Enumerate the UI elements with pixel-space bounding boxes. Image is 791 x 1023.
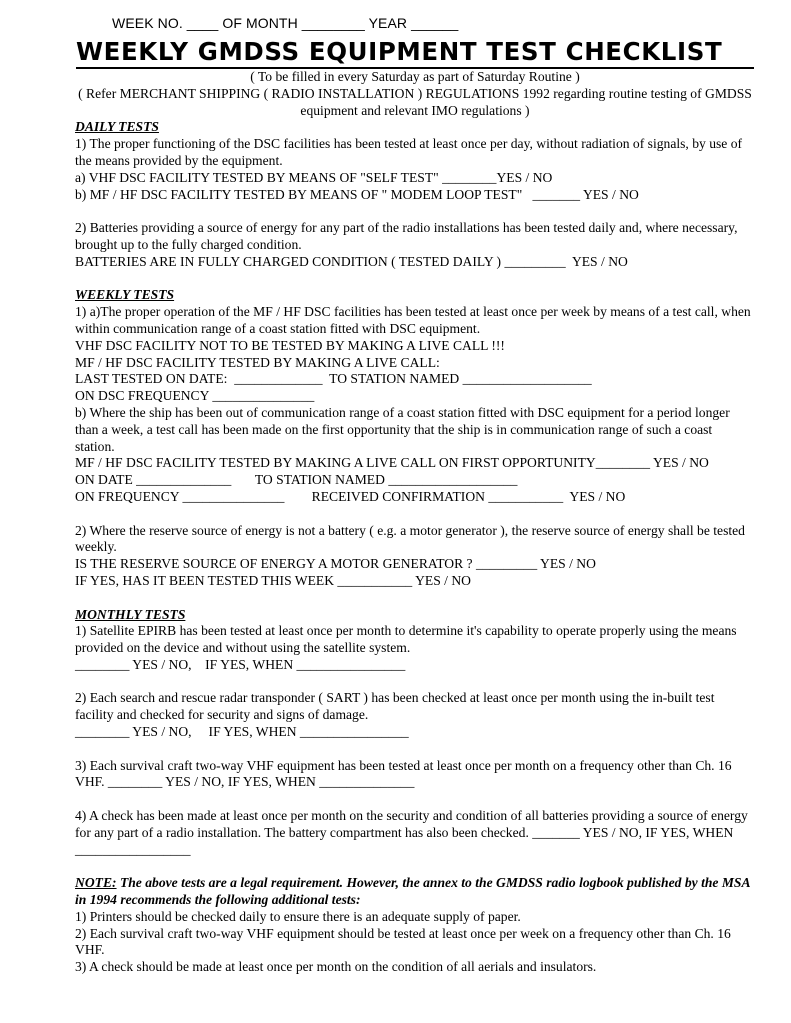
- monthly-tests-heading: MONTHLY TESTS: [75, 606, 186, 622]
- checklist-body: [75, 69, 755, 976]
- intro-line-2: ( Refer MERCHANT SHIPPING ( RADIO INSTALLATION ) REGULATIONS 1992 regarding routine testing of GMDSS equipment and relevant IMO regulations ): [78, 85, 752, 118]
- weekly-on-frequency-line: ON FREQUENCY _______________ RECEIVED CONFIRMATION ___________ YES / NO: [75, 488, 626, 504]
- spacer: [75, 203, 755, 220]
- monthly-test-1-answer: ________ YES / NO, IF YES, WHEN ________________: [75, 656, 406, 672]
- spacer: [75, 674, 755, 691]
- weekly-test-2-text: 2) Where the reserve source of energy is not a battery ( e.g. a motor generator ), the reserve source of energy shall be tested weekly.: [75, 522, 745, 555]
- weekly-if-yes-line: IF YES, HAS IT BEEN TESTED THIS WEEK ___________ YES / NO: [75, 572, 471, 588]
- monthly-test-2-answer: ________ YES / NO, IF YES, WHEN ________________: [75, 724, 409, 740]
- spacer: [75, 506, 755, 523]
- daily-test-1-text: 1) The proper functioning of the DSC facilities has been tested at least once per day, without radiation of signals, by use of the means provided by the equipment.: [75, 136, 743, 168]
- intro-line-1: ( To be filled in every Saturday as part of Saturday Routine ): [250, 69, 580, 84]
- daily-test-1b-line: b) MF / HF DSC FACILITY TESTED BY MEANS OF " MODEM LOOP TEST" _______ YES / NO: [75, 186, 639, 202]
- weekly-first-opportunity-line: MF / HF DSC FACILITY TESTED BY MAKING A LIVE CALL ON FIRST OPPORTUNITY________ YES / NO: [75, 455, 709, 471]
- weekly-live-call-line: MF / HF DSC FACILITY TESTED BY MAKING A LIVE CALL:: [75, 354, 440, 370]
- weekly-test-1b-text: b) Where the ship has been out of communication range of a coast station fitted with DSC equipment for a period longer than a week, a test call has been made on the first opportunity that the ship is in communication range of such a coast station.: [75, 404, 730, 454]
- monthly-test-2-text: 2) Each search and rescue radar transponder ( SART ) has been checked at least once per month using the in-built test facility and checked for security and signs of damage.: [75, 690, 715, 723]
- weekly-tests-heading: WEEKLY TESTS: [75, 287, 175, 303]
- weekly-test-1a-text: 1) a)The proper operation of the MF / HF DSC facilities has been tested at least once per week by means of a test call, when within communication range of a coast station fitted with DSC equipment.: [75, 304, 751, 336]
- weekly-on-date-line: ON DATE ______________ TO STATION NAMED ___________________: [75, 472, 518, 488]
- spacer: [75, 791, 755, 808]
- note-item-3: 3) A check should be made at least once per month on the condition of all aerials and insulators.: [75, 959, 597, 975]
- page-title: WEEKLY GMDSS EQUIPMENT TEST CHECKLIST: [76, 37, 754, 69]
- spacer: [75, 590, 755, 607]
- monthly-test-4-text: 4) A check has been made at least once per month on the security and condition of all batteries providing a source of energy for any part of a radio installation. The battery compartment has also been checked. _______ YES / NO, IF YES, WHEN _________________: [75, 808, 748, 857]
- week-month-year-line: WEEK NO. ____ OF MONTH ________ YEAR ______: [112, 15, 459, 31]
- daily-test-1a-line: a) VHF DSC FACILITY TESTED BY MEANS OF "SELF TEST" ________YES / NO: [75, 169, 553, 185]
- spacer: [75, 271, 755, 288]
- monthly-test-1-text: 1) Satellite EPIRB has been tested at least once per month to determine it's capability to operate properly using the means provided on the device and without using the satellite system.: [75, 623, 737, 656]
- note-item-2: 2) Each survival craft two-way VHF equipment should be tested at least once per week on a frequency other than Ch. 16 VHF.: [75, 925, 731, 958]
- weekly-motor-generator-line: IS THE RESERVE SOURCE OF ENERGY A MOTOR GENERATOR ? _________ YES / NO: [75, 556, 596, 572]
- monthly-test-3-text: 3) Each survival craft two-way VHF equipment has been tested at least once per month on a frequency other than Ch. 16 VHF. ________ YES / NO, IF YES, WHEN ______________: [75, 757, 732, 790]
- note-label: NOTE:: [75, 875, 117, 891]
- spacer: [75, 741, 755, 758]
- weekly-last-tested-line: LAST TESTED ON DATE: _____________ TO STATION NAMED ___________________: [75, 371, 592, 387]
- note-item-1: 1) Printers should be checked daily to ensure there is an adequate supply of paper.: [75, 908, 521, 924]
- daily-test-2-text: 2) Batteries providing a source of energy for any part of the radio installations has been tested daily and, where necessary, brought up to the fully charged condition.: [75, 220, 738, 252]
- daily-tests-heading: DAILY TESTS: [75, 119, 159, 135]
- daily-batteries-line: BATTERIES ARE IN FULLY CHARGED CONDITION ( TESTED DAILY ) _________ YES / NO: [75, 253, 628, 269]
- note-paragraph: [75, 875, 755, 909]
- note-text: The above tests are a legal requirement. However, the annex to the GMDSS radio logbook published by the MSA in 1994 recommends the following additional tests:: [75, 875, 750, 908]
- weekly-vhf-note: VHF DSC FACILITY NOT TO BE TESTED BY MAKING A LIVE CALL !!!: [75, 337, 505, 353]
- spacer: [75, 858, 755, 875]
- weekly-dsc-frequency-line: ON DSC FREQUENCY _______________: [75, 388, 315, 404]
